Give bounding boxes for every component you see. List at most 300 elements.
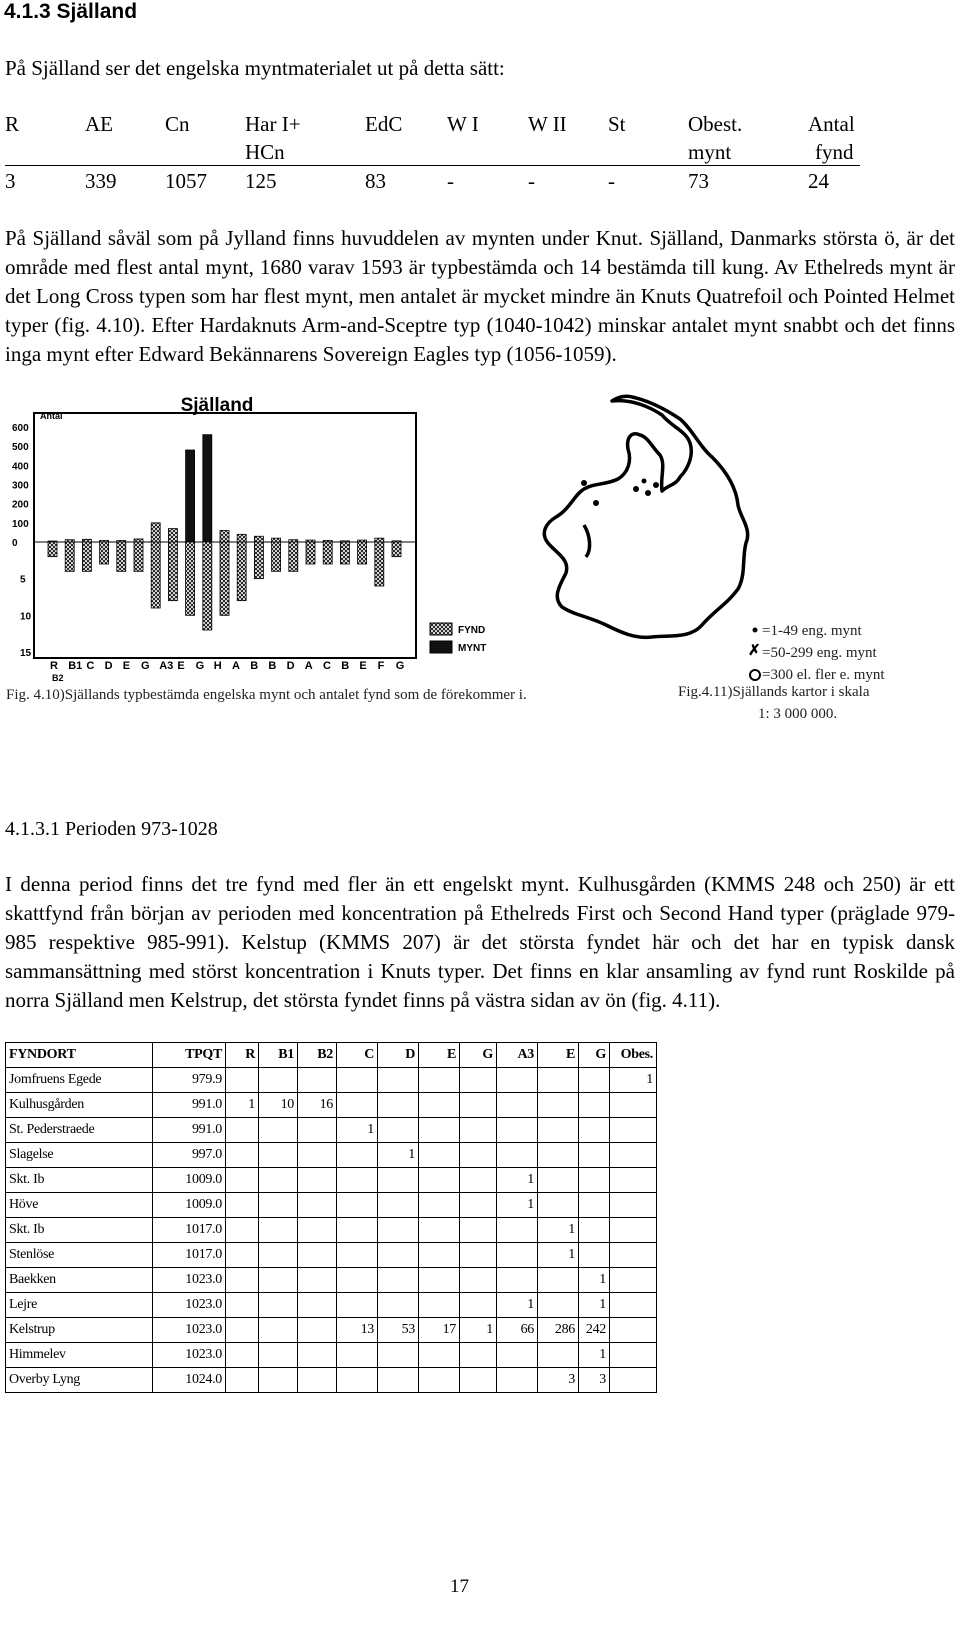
x-tick-label: E — [359, 660, 367, 672]
summary-value-0: 3 — [5, 169, 16, 193]
table-row — [6, 1318, 657, 1343]
bar-fynd — [358, 542, 367, 564]
x-tick-label: C — [86, 660, 95, 672]
map-sjaelland — [544, 396, 747, 637]
map-legend-medium: =50-299 eng. mynt — [762, 645, 877, 661]
find-value-cell: 991.0 — [153, 1093, 226, 1118]
find-value-cell — [610, 1368, 657, 1393]
find-value-cell: 1024.0 — [153, 1368, 226, 1393]
find-value-cell — [337, 1143, 378, 1168]
find-value-cell: 286 — [538, 1318, 579, 1343]
find-value-cell — [610, 1318, 657, 1343]
find-value-cell — [497, 1343, 538, 1368]
chart-title: Själland — [180, 395, 254, 416]
find-value-cell: 1 — [579, 1293, 610, 1318]
find-name-cell: Höve — [6, 1193, 153, 1218]
find-value-cell: 16 — [298, 1093, 337, 1118]
find-value-cell — [497, 1268, 538, 1293]
find-value-cell — [378, 1343, 419, 1368]
find-name-cell: Overby Lyng — [6, 1368, 153, 1393]
summary-value-9: 24 — [808, 169, 829, 193]
y-tick-bottom: 5 — [20, 574, 26, 586]
find-value-cell — [419, 1118, 460, 1143]
find-value-cell — [579, 1143, 610, 1168]
find-value-cell — [337, 1168, 378, 1193]
legend-x-icon: ✗ — [748, 642, 761, 659]
find-value-cell — [610, 1268, 657, 1293]
find-value-cell — [460, 1293, 497, 1318]
find-value-cell: 1017.0 — [153, 1218, 226, 1243]
find-value-cell: 53 — [378, 1318, 419, 1343]
summary-value-7: - — [608, 169, 615, 193]
summary-value-8: 73 — [688, 169, 709, 193]
table-row — [6, 1293, 657, 1318]
summary-header-3: Har I+ — [245, 112, 301, 136]
map-legend-small: =1-49 eng. mynt — [762, 623, 862, 639]
find-table-header-cell: Obes. — [610, 1043, 657, 1068]
bar-fynd — [82, 542, 91, 571]
x-tick-label: B1 — [68, 660, 83, 672]
bar-fynd — [186, 542, 195, 615]
summary-value-3: 125 — [245, 169, 277, 193]
find-table-header-cell: B2 — [298, 1043, 337, 1068]
find-value-cell: 1 — [538, 1243, 579, 1268]
find-value-cell — [460, 1343, 497, 1368]
summary-header-2: Cn — [165, 112, 190, 136]
bar-fynd — [117, 542, 126, 571]
bar-mynt — [151, 523, 160, 542]
table-row — [6, 1168, 657, 1193]
summary-header-7: St — [608, 112, 626, 136]
x-tick-label: A — [232, 660, 240, 672]
find-table-header-cell: C — [337, 1043, 378, 1068]
x-tick-label: D — [104, 660, 113, 672]
bar-mynt — [272, 538, 281, 542]
find-value-cell: 1 — [497, 1168, 538, 1193]
find-value-cell — [298, 1243, 337, 1268]
find-value-cell: 10 — [259, 1093, 298, 1118]
page-number: 17 — [450, 1576, 469, 1597]
y-tick-bottom: 15 — [20, 648, 32, 659]
find-value-cell — [337, 1343, 378, 1368]
find-value-cell: 1 — [497, 1193, 538, 1218]
summary-header-4: EdC — [365, 112, 403, 136]
find-name-cell: Skt. Ib — [6, 1218, 153, 1243]
find-table-header-cell: TPQT — [153, 1043, 226, 1068]
find-value-cell — [419, 1168, 460, 1193]
find-value-cell — [610, 1218, 657, 1243]
find-value-cell — [226, 1118, 259, 1143]
bar-fynd — [203, 542, 212, 630]
find-value-cell — [337, 1268, 378, 1293]
x-tick-label: A — [304, 660, 313, 672]
find-value-cell — [579, 1218, 610, 1243]
table-row — [6, 1093, 657, 1118]
find-value-cell — [259, 1118, 298, 1143]
x-tick-label: F — [377, 660, 385, 672]
figure-svg — [0, 385, 935, 730]
x-tick-label: H — [213, 660, 222, 672]
bar-fynd — [323, 542, 332, 564]
find-value-cell — [226, 1218, 259, 1243]
summary-header-8: Obest. — [688, 112, 743, 136]
table-row — [6, 1243, 657, 1268]
find-value-cell — [579, 1243, 610, 1268]
bar-fynd — [254, 542, 263, 579]
find-value-cell — [460, 1143, 497, 1168]
find-table — [5, 1042, 657, 1393]
find-value-cell — [378, 1368, 419, 1393]
table-row — [6, 1218, 657, 1243]
x-tick-label: G — [395, 660, 405, 672]
bar-fynd — [220, 542, 229, 615]
find-value-cell — [298, 1068, 337, 1093]
y-tick-top: 600 — [12, 423, 29, 434]
y-tick-top: 200 — [12, 499, 29, 511]
bar-mynt — [134, 539, 143, 542]
find-value-cell — [538, 1093, 579, 1118]
find-value-cell — [610, 1093, 657, 1118]
find-value-cell: 991.0 — [153, 1118, 226, 1143]
summary-header-5: W I — [447, 112, 479, 136]
find-value-cell — [610, 1193, 657, 1218]
find-value-cell — [259, 1318, 298, 1343]
find-value-cell — [337, 1193, 378, 1218]
find-value-cell — [419, 1343, 460, 1368]
x-tick-label: R — [50, 660, 58, 672]
table-row — [6, 1118, 657, 1143]
find-value-cell — [419, 1268, 460, 1293]
x-tick-label: B — [268, 660, 277, 672]
legend-ring-icon — [750, 670, 760, 680]
find-value-cell — [226, 1268, 259, 1293]
legend-fynd-label: FYND — [458, 625, 486, 636]
summary-header-sub-3: HCn — [245, 140, 285, 164]
find-value-cell — [610, 1343, 657, 1368]
find-value-cell — [259, 1343, 298, 1368]
find-table-header — [6, 1043, 657, 1068]
summary-value-5: - — [447, 169, 454, 193]
bar-mynt — [82, 539, 91, 542]
find-value-cell — [579, 1118, 610, 1143]
find-value-cell — [259, 1143, 298, 1168]
find-name-cell: Jomfruens Egede — [6, 1068, 153, 1093]
find-value-cell: 242 — [579, 1318, 610, 1343]
find-value-cell — [337, 1093, 378, 1118]
x-tick-label: E — [122, 660, 131, 672]
bar-mynt — [375, 538, 384, 542]
table-row — [6, 1193, 657, 1218]
bar-fynd — [237, 542, 246, 601]
figure-4-10-4-11 — [0, 385, 935, 730]
find-value-cell: 1 — [579, 1343, 610, 1368]
x-tick-label: E — [177, 660, 185, 672]
find-value-cell — [497, 1143, 538, 1168]
find-value-cell — [538, 1118, 579, 1143]
find-value-cell — [378, 1243, 419, 1268]
find-value-cell — [378, 1293, 419, 1318]
find-value-cell — [460, 1268, 497, 1293]
find-value-cell — [460, 1168, 497, 1193]
find-value-cell: 1 — [337, 1118, 378, 1143]
find-table-header-cell: E — [538, 1043, 579, 1068]
bar-fynd — [272, 542, 281, 571]
find-value-cell — [497, 1093, 538, 1118]
summary-header-1: AE — [85, 112, 113, 136]
y-tick-top: 300 — [12, 480, 29, 492]
map-legend-large: =300 el. fler e. mynt — [762, 667, 885, 683]
find-value-cell — [460, 1193, 497, 1218]
find-value-cell — [298, 1368, 337, 1393]
find-table-header-cell: B1 — [259, 1043, 298, 1068]
find-value-cell — [378, 1068, 419, 1093]
summary-value-6: - — [528, 169, 535, 193]
summary-value-4: 83 — [365, 169, 386, 193]
find-value-cell — [538, 1343, 579, 1368]
find-value-cell: 1009.0 — [153, 1168, 226, 1193]
table-row — [6, 1343, 657, 1368]
find-value-cell — [259, 1168, 298, 1193]
find-value-cell — [226, 1243, 259, 1268]
find-value-cell — [226, 1168, 259, 1193]
bar-fynd — [392, 542, 401, 557]
find-value-cell — [259, 1368, 298, 1393]
table-row — [6, 1368, 657, 1393]
legend-mynt-swatch — [430, 641, 452, 653]
y-tick-top: 500 — [12, 442, 29, 454]
table-row — [6, 1068, 657, 1093]
legend-dot-icon — [753, 628, 758, 633]
x-tick-label: G — [195, 660, 205, 672]
find-value-cell — [610, 1143, 657, 1168]
y-axis-label: Antal — [40, 411, 63, 421]
find-table-header-cell: R — [226, 1043, 259, 1068]
find-value-cell — [497, 1243, 538, 1268]
legend-fynd-swatch — [430, 623, 452, 635]
find-value-cell — [610, 1118, 657, 1143]
summary-table-rule — [5, 165, 860, 166]
find-value-cell: 66 — [497, 1318, 538, 1343]
figure-caption-right-2: 1: 3 000 000. — [758, 706, 838, 722]
find-value-cell — [298, 1318, 337, 1343]
figure-caption-left: Fig. 4.10)Själlands typbestämda engelska mynt och antalet fynd som de förekommer i. — [6, 687, 527, 703]
summary-header-sub-9: fynd — [815, 140, 854, 164]
find-value-cell: 1 — [378, 1143, 419, 1168]
find-value-cell — [460, 1218, 497, 1243]
find-name-cell: Stenlöse — [6, 1243, 153, 1268]
x-tick-label: A3 — [159, 660, 174, 672]
find-value-cell — [298, 1268, 337, 1293]
find-value-cell — [419, 1193, 460, 1218]
find-value-cell — [538, 1168, 579, 1193]
find-table-header-cell: D — [378, 1043, 419, 1068]
x-tick-label: B — [341, 660, 350, 672]
find-name-cell: Kulhusgården — [6, 1093, 153, 1118]
find-value-cell — [610, 1168, 657, 1193]
find-value-cell: 1 — [497, 1293, 538, 1318]
y-tick-bottom: 10 — [20, 611, 32, 623]
summary-header-6: W II — [528, 112, 567, 136]
find-value-cell — [378, 1193, 419, 1218]
find-name-cell: St. Pederstraede — [6, 1118, 153, 1143]
section-heading: 4.1.3 Själland — [4, 0, 138, 23]
summary-value-2: 1057 — [165, 169, 207, 193]
find-value-cell — [298, 1293, 337, 1318]
find-value-cell — [378, 1218, 419, 1243]
find-value-cell — [226, 1068, 259, 1093]
find-value-cell — [298, 1143, 337, 1168]
find-value-cell: 17 — [419, 1318, 460, 1343]
legend-mynt-label: MYNT — [458, 643, 487, 654]
find-value-cell — [337, 1243, 378, 1268]
find-name-cell: Kelstrup — [6, 1318, 153, 1343]
find-value-cell: 13 — [337, 1318, 378, 1343]
find-value-cell — [378, 1168, 419, 1193]
intro-text: På Själland ser det engelska myntmaterialet ut på detta sätt: — [5, 56, 505, 80]
find-value-cell: 3 — [579, 1368, 610, 1393]
find-value-cell — [259, 1218, 298, 1243]
find-table-header-cell: E — [419, 1043, 460, 1068]
find-value-cell — [378, 1093, 419, 1118]
find-name-cell: Himmelev — [6, 1343, 153, 1368]
y-tick-top: 400 — [12, 461, 29, 473]
x-tick-label: G — [141, 660, 150, 672]
find-value-cell — [497, 1218, 538, 1243]
find-value-cell: 1 — [226, 1093, 259, 1118]
find-table-header-cell: G — [460, 1043, 497, 1068]
summary-header-sub-8: mynt — [688, 140, 732, 164]
find-value-cell — [538, 1293, 579, 1318]
find-value-cell — [419, 1218, 460, 1243]
find-value-cell: 1023.0 — [153, 1268, 226, 1293]
x-tick-label: C — [323, 660, 331, 672]
find-value-cell — [538, 1068, 579, 1093]
find-table-header-cell: A3 — [497, 1043, 538, 1068]
find-name-cell: Baekken — [6, 1268, 153, 1293]
find-table-header-cell: FYNDORT — [6, 1043, 153, 1068]
find-value-cell — [337, 1218, 378, 1243]
find-value-cell — [497, 1118, 538, 1143]
find-value-cell — [497, 1068, 538, 1093]
find-value-cell — [259, 1193, 298, 1218]
y-tick-top: 0 — [12, 538, 18, 549]
summary-value-1: 339 — [85, 169, 117, 193]
paragraph-1: På Själland såväl som på Jylland finns huvuddelen av mynten under Knut. Själland, Danmarks största ö, är det område med flest antal mynt, 1680 varav 1593 är typbestämda och 14 bestämda till kung. Av Ethelreds mynt är det Long Cross typen som har flest mynt, men antalet är mycket mindre än Knuts Quatrefoil och Pointed Helmet typer (fig. 4.10). Efter Hardaknuts Arm-and-Sceptre typ (1040-1042) minskar antalet mynt snabbt och det finns inga mynt efter Edward Bekännarens Sovereign Eagles typ (1056-1059). — [5, 226, 955, 366]
bar-mynt — [186, 450, 195, 542]
find-value-cell — [378, 1268, 419, 1293]
find-value-cell — [337, 1368, 378, 1393]
paragraph-2: I denna period finns det tre fynd med fler än ett engelskt mynt. Kulhusgården (KMMS 248 och 250) är ett skattfynd från början av perioden med koncentration på Ethelreds First och Second Hand typer (präglade 979-985 respektive 985-991). Kelstup (KMMS 207) är det största fyndet här och det har en typisk dansk sammansättning med störst koncentration i Knuts typer. Det finns en klar ansamling av fynd runt Roskilde på norra Själland men Kelstrup, det största fyndet finns på västra sidan av ön (fig. 4.11). — [5, 872, 955, 1012]
find-value-cell — [460, 1068, 497, 1093]
find-value-cell — [610, 1293, 657, 1318]
find-value-cell: 1023.0 — [153, 1293, 226, 1318]
find-name-cell: Slagelse — [6, 1143, 153, 1168]
find-value-cell — [419, 1143, 460, 1168]
find-value-cell: 1023.0 — [153, 1343, 226, 1368]
bar-fynd — [65, 542, 74, 571]
find-value-cell — [226, 1143, 259, 1168]
bar-mynt — [237, 534, 246, 542]
bar-mynt — [220, 531, 229, 543]
bar-mynt — [203, 435, 212, 542]
find-value-cell — [579, 1193, 610, 1218]
find-value-cell — [226, 1318, 259, 1343]
find-value-cell: 979.9 — [153, 1068, 226, 1093]
find-value-cell — [226, 1368, 259, 1393]
find-value-cell — [419, 1243, 460, 1268]
find-value-cell — [378, 1118, 419, 1143]
find-value-cell — [538, 1268, 579, 1293]
find-value-cell — [259, 1243, 298, 1268]
find-value-cell — [460, 1368, 497, 1393]
find-value-cell: 997.0 — [153, 1143, 226, 1168]
find-value-cell: 3 — [538, 1368, 579, 1393]
find-value-cell: 1023.0 — [153, 1318, 226, 1343]
x-tick-label-sub: B2 — [52, 673, 64, 683]
bar-fynd — [375, 542, 384, 586]
find-value-cell — [579, 1168, 610, 1193]
find-value-cell — [419, 1368, 460, 1393]
find-value-cell — [226, 1343, 259, 1368]
find-value-cell — [298, 1193, 337, 1218]
find-value-cell — [538, 1193, 579, 1218]
find-value-cell — [497, 1368, 538, 1393]
find-value-cell — [298, 1118, 337, 1143]
find-value-cell: 1017.0 — [153, 1243, 226, 1268]
find-value-cell — [460, 1243, 497, 1268]
find-value-cell — [419, 1293, 460, 1318]
subsection-heading: 4.1.3.1 Perioden 973-1028 — [5, 818, 218, 840]
find-value-cell — [298, 1218, 337, 1243]
summary-header-9: Antal — [808, 112, 855, 136]
find-table-header-cell: G — [579, 1043, 610, 1068]
find-value-cell — [579, 1093, 610, 1118]
bar-fynd — [289, 542, 298, 571]
bar-fynd — [306, 542, 315, 564]
bar-mynt — [254, 536, 263, 542]
x-tick-label: B — [250, 660, 259, 672]
find-value-cell — [226, 1193, 259, 1218]
find-name-cell: Skt. Ib — [6, 1168, 153, 1193]
find-value-cell: 1 — [460, 1318, 497, 1343]
x-tick-label: D — [286, 660, 295, 672]
find-value-cell — [298, 1343, 337, 1368]
bar-fynd — [151, 542, 160, 608]
find-value-cell — [610, 1243, 657, 1268]
bar-fynd — [100, 542, 109, 564]
find-value-cell — [460, 1118, 497, 1143]
bar-fynd — [48, 542, 57, 557]
y-tick-top: 100 — [12, 518, 29, 530]
table-row — [6, 1268, 657, 1293]
summary-header-0: R — [5, 112, 20, 136]
find-value-cell — [419, 1093, 460, 1118]
find-value-cell — [460, 1093, 497, 1118]
table-row — [6, 1143, 657, 1168]
find-value-cell — [579, 1068, 610, 1093]
find-value-cell — [337, 1293, 378, 1318]
find-value-cell: 1009.0 — [153, 1193, 226, 1218]
bar-fynd — [134, 542, 143, 571]
find-value-cell — [538, 1143, 579, 1168]
find-name-cell: Lejre — [6, 1293, 153, 1318]
find-value-cell: 1 — [538, 1218, 579, 1243]
find-value-cell — [419, 1068, 460, 1093]
find-value-cell — [226, 1293, 259, 1318]
bar-fynd — [168, 542, 177, 601]
map-find-markers — [581, 479, 659, 507]
find-value-cell: 1 — [579, 1268, 610, 1293]
